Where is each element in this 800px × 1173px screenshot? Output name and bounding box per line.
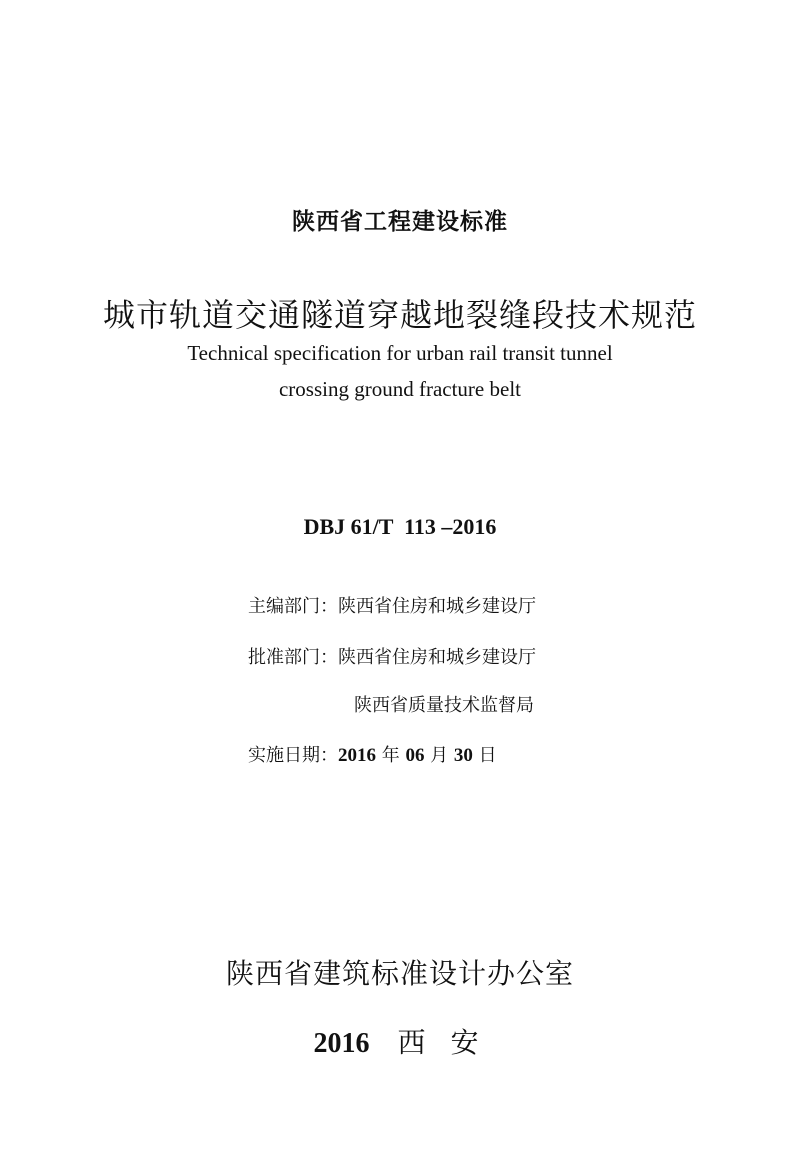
effective-month: 06 <box>405 745 425 766</box>
effective-day: 30 <box>453 745 473 766</box>
year-unit: 年 <box>376 745 406 766</box>
chief-editor-value: 陕西省住房和城乡建设厅 <box>338 596 536 617</box>
series-title: 陕西省工程建设标准 <box>292 209 508 235</box>
effective-date-label: 实施日期： <box>248 745 338 766</box>
approval-value-1: 陕西省住房和城乡建设厅 <box>338 647 536 668</box>
publisher: 陕西省建筑标准设计办公室 <box>225 957 574 990</box>
approval-row <box>248 643 536 671</box>
effective-year: 2016 <box>338 745 376 766</box>
approval-row-2 <box>354 691 534 719</box>
publication-line <box>0 1021 800 1061</box>
chief-editor-label: 主编部门： <box>248 596 338 617</box>
approval-label: 批准部门： <box>248 647 338 668</box>
publication-city: 西 安 <box>397 1026 487 1059</box>
chief-editor-row <box>248 592 536 620</box>
effective-date-row <box>248 741 497 769</box>
title-english-line1: Technical specification for urban rail transit tunnel <box>187 341 613 365</box>
title-english-line2: crossing ground fracture belt <box>278 377 521 401</box>
approval-value-2: 陕西省质量技术监督局 <box>354 695 534 716</box>
standard-code: DBJ 61/T 113 –2016 <box>303 514 497 539</box>
title-chinese: 城市轨道交通隧道穿越地裂缝段技术规范 <box>102 296 697 334</box>
month-unit: 月 <box>424 745 454 766</box>
publication-year: 2016 <box>313 1028 370 1059</box>
day-unit: 日 <box>472 745 497 766</box>
